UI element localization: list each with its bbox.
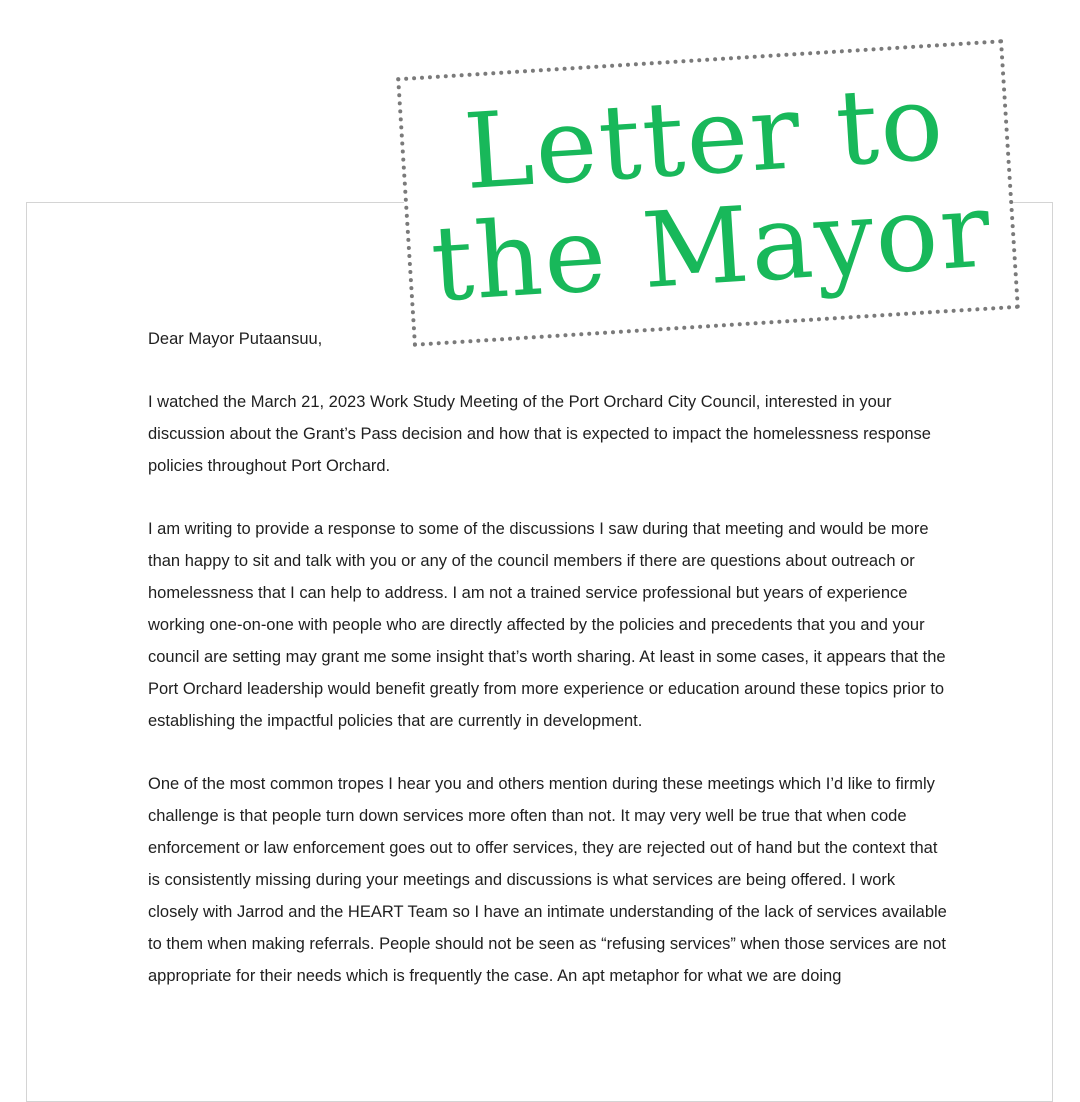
letter-body [148,323,948,1023]
paragraph-2: I am writing to provide a response to some of the discussions I saw during that meeting and would be more than happy to sit and talk with you or any of the council members if there are questions about outreach or homelessness that I can help to address. I am not a trained service professional but years of experience working one-on-one with people who are directly affected by the policies and precedents that you and your council are setting may grant me some insight that’s worth sharing. At least in some cases, it appears that the Port Orchard leadership would benefit greatly from more experience or education around these topics prior to establishing the impactful policies that are currently in development. [148,520,946,730]
paragraph-1: I watched the March 21, 2023 Work Study Meeting of the Port Orchard City Council, interested in your discussion about the Grant’s Pass decision and how that is expected to impact the homelessness response policies throughout Port Orchard. [148,393,931,475]
salutation: Dear Mayor Putaansuu, [148,330,323,348]
stamp-title-line-1: Letter to [460,61,949,214]
paragraph-3: One of the most common tropes I hear you and others mention during these meetings which I’d like to firmly challenge is that people turn down services more often than not. It may very well be true that when code enforcement or law enforcement goes out to offer services, they are rejected out of hand but the context that is consistently missing during your meetings and discussions is what services are being offered. I work closely with Jarrod and the HEART Team so I have an intimate understanding of the lack of services available to them when making referrals. People should not be seen as “refusing services” when those services are not appropriate for their needs which is frequently the case. An apt metaphor for what we are doing [148,775,947,985]
title-stamp [396,39,1020,347]
stamp-title-line-2: the Mayor [427,168,996,326]
